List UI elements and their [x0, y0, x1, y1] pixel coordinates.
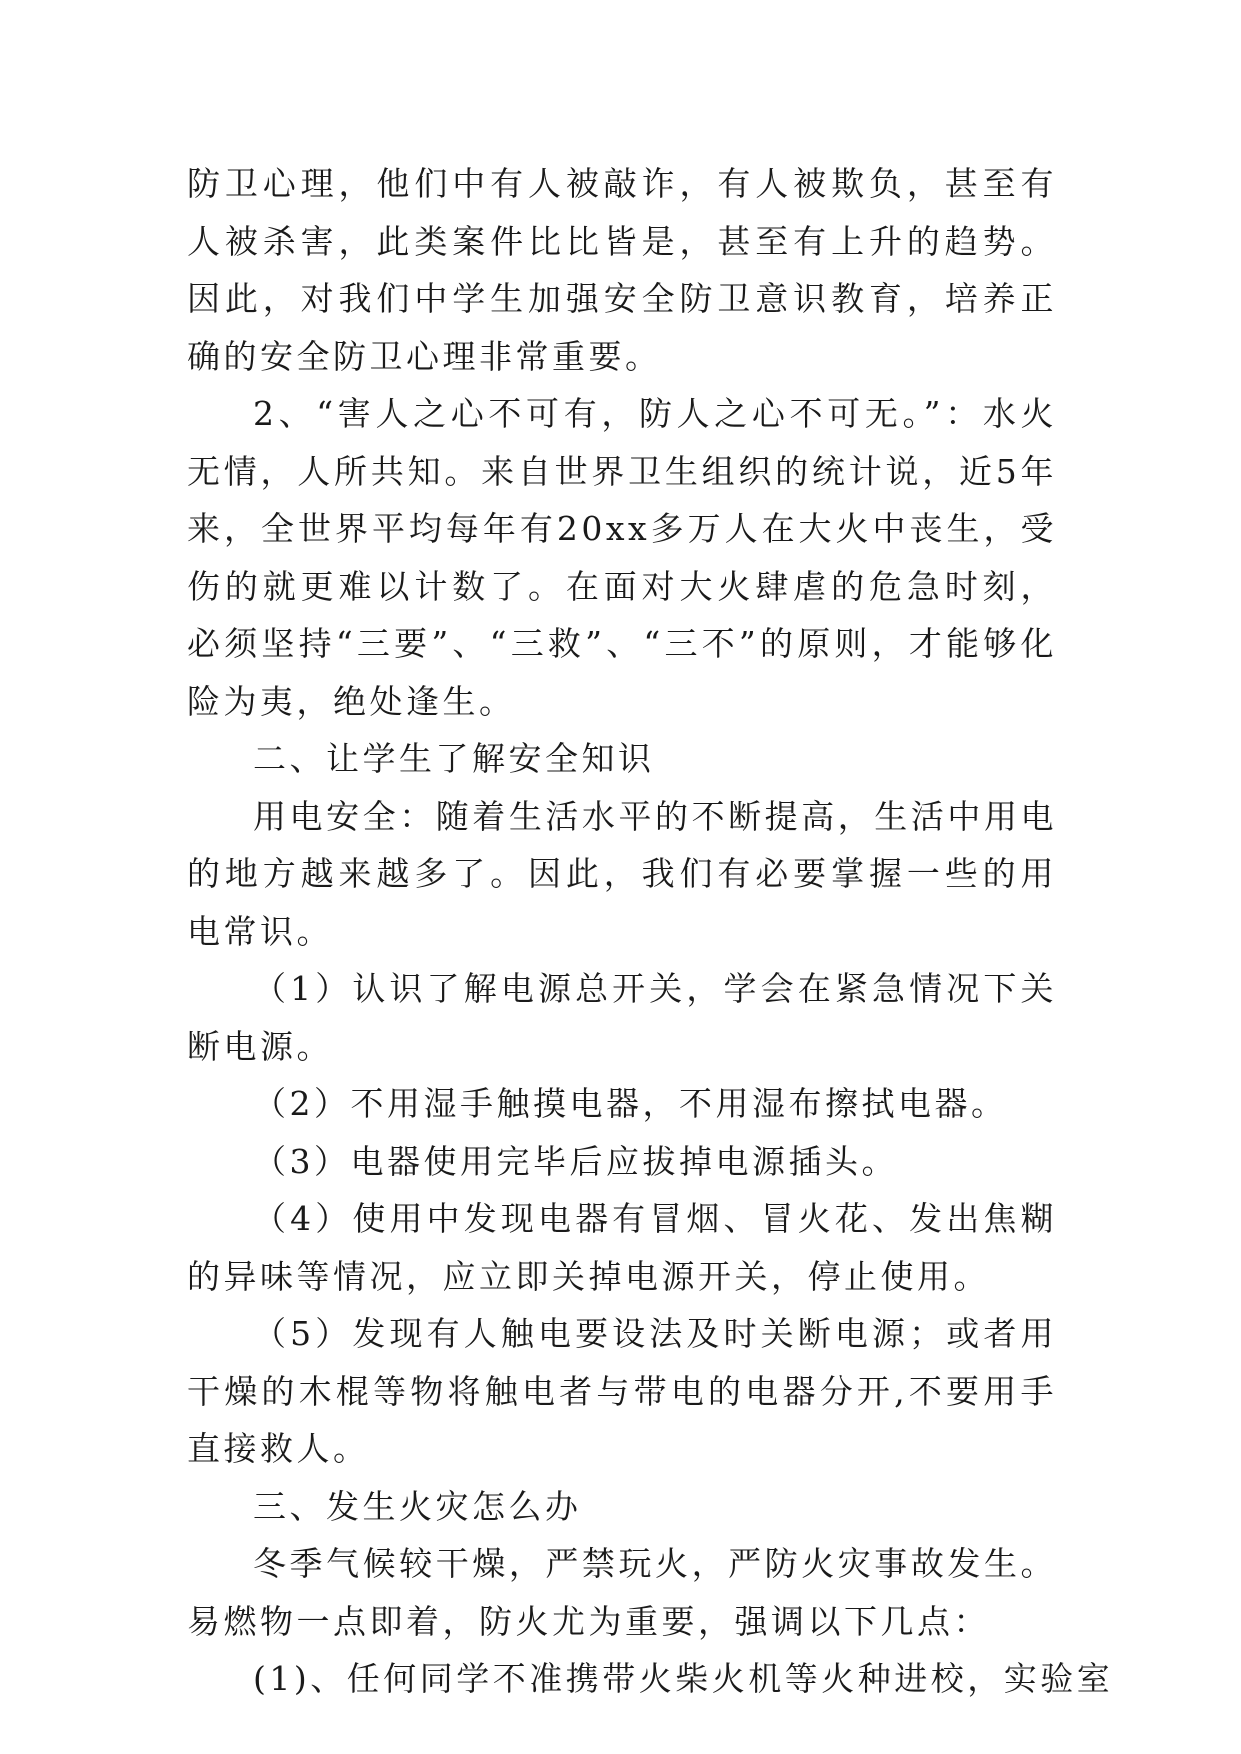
list-item-3: （3）电器使用完毕后应拔掉电源插头。: [253, 1141, 898, 1181]
fire-rule-1: (1)、任何同学不准携带火柴火机等火种进校，实验室: [253, 1659, 1114, 1698]
paragraph-fire-prevention: 冬季气候较干燥，严禁玩火，严防火灾事故发生。易燃物一点即着，防火尤为重要，强调以下几点：: [187, 1544, 1057, 1641]
section-heading-2: 二、让学生了解安全知识: [253, 739, 655, 778]
list-item-2: （2）不用湿手触摸电器，不用湿布擦拭电器。: [253, 1084, 1008, 1123]
list-item-5: （5）发现有人触电要设法及时关断电源；或者用干燥的木棍等物将触电者与带电的电器分开,不要用手直接救人。: [187, 1314, 1057, 1468]
document-body: [187, 155, 1114, 1708]
paragraph-electric-safety: 用电安全：随着生活水平的不断提高，生活中用电的地方越来越多了。因此，我们有必要掌握一些的用电常识。: [187, 796, 1057, 951]
paragraph-2: 2、“害人之心不可有，防人之心不可无。”：水火无情，人所共知。来自世界卫生组织的统计说，近5年来，全世界平均每年有20xx多万人在大火中丧生，受伤的就更难以计数了。在面对大火肆虐的危急时刻，必须坚持“三要”、“三救”、“三不”的原则，才能够化险为夷，绝处逢生。: [187, 394, 1057, 721]
list-item-4: （4）使用中发现电器有冒烟、冒火花、发出焦糊的异味等情况，应立即关掉电源开关，停止使用。: [187, 1199, 1057, 1296]
list-item-1: （1）认识了解电源总开关，学会在紧急情况下关断电源。: [187, 969, 1057, 1066]
section-heading-3: 三、发生火灾怎么办: [253, 1486, 582, 1526]
paragraph-1: 防卫心理，他们中有人被敲诈，有人被欺负，甚至有人被杀害，此类案件比比皆是，甚至有上升的趋势。因此，对我们中学生加强安全防卫意识教育，培养正确的安全防卫心理非常重要。: [187, 164, 1057, 376]
